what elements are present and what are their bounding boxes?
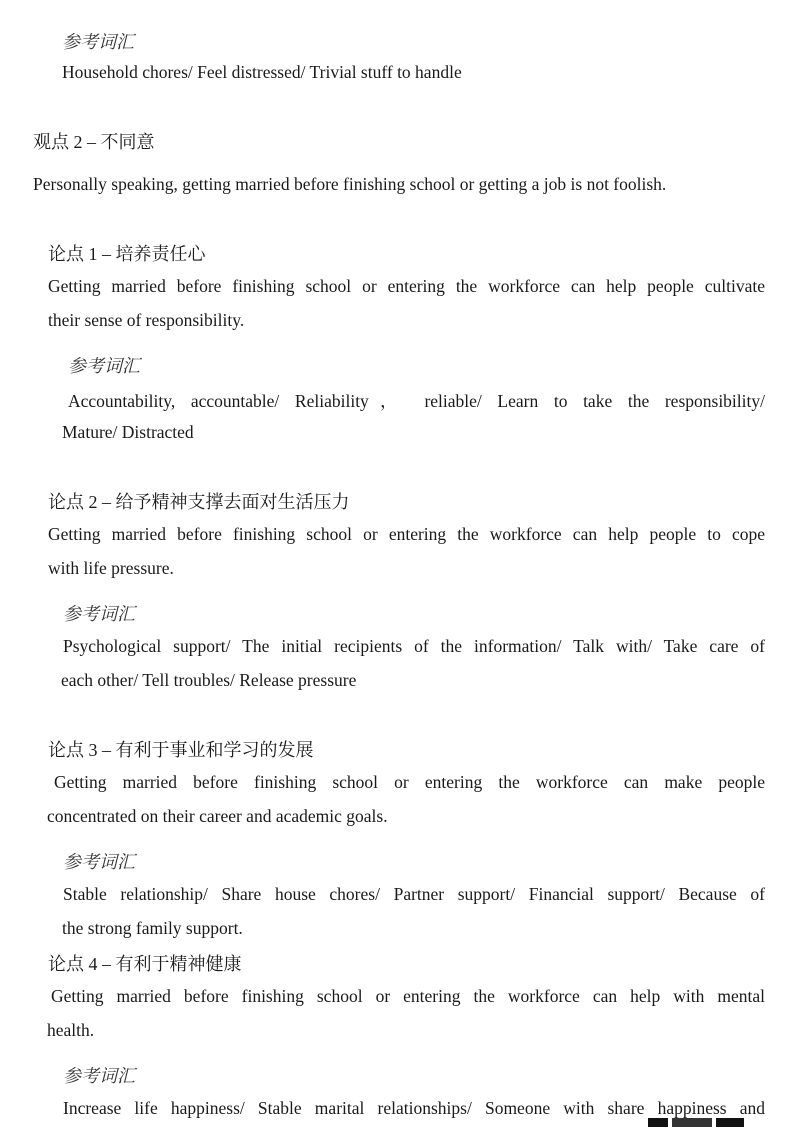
argument-text: Getting married before finishing school or entering the workforce can help people cultivate [48,276,765,296]
argument-heading: 论点 1 – 培养责任心 [48,244,206,264]
vocab-text: Stable relationship/ Share house chores/ Partner support/ Financial support/ Because of [63,884,765,904]
viewpoint-statement: Personally speaking, getting married before finishing school or getting a job is not foolish. [33,174,667,194]
viewpoint-heading: 观点 2 – 不同意 [33,132,155,152]
watermark-logo-fragment [716,1118,744,1127]
vocab-text: Mature/ Distracted [62,422,194,442]
vocab-text: Household chores/ Feel distressed/ Trivial stuff to handle [62,62,462,82]
watermark-logo-fragment [672,1118,712,1127]
argument-text: Getting married before finishing school or entering the workforce can make people [54,772,765,792]
vocab-text: the strong family support. [62,918,243,938]
argument-text: Getting married before finishing school or entering the workforce can help people to cope [48,524,765,544]
argument-text: concentrated on their career and academic goals. [47,806,388,826]
argument-text: with life pressure. [48,558,174,578]
argument-heading: 论点 4 – 有利于精神健康 [48,954,242,974]
argument-heading: 论点 3 – 有利于事业和学习的发展 [48,740,314,760]
argument-heading: 论点 2 – 给予精神支撑去面对生活压力 [48,492,350,512]
watermark-logo-fragment [648,1118,668,1127]
vocab-label: 参考词汇 [63,604,135,624]
vocab-text: Accountability, accountable/ Reliability， reliable/ Learn to take the responsibility/ [68,391,765,411]
vocab-label: 参考词汇 [63,852,135,872]
vocab-label: 参考词汇 [68,356,140,376]
vocab-text: Increase life happiness/ Stable marital relationships/ Someone with share happiness and [63,1098,765,1118]
argument-text: health. [47,1020,95,1040]
vocab-text: each other/ Tell troubles/ Release pressure [61,670,357,690]
vocab-label: 参考词汇 [62,32,134,52]
vocab-label: 参考词汇 [63,1066,135,1086]
cut-off-line [0,1118,805,1127]
argument-text: Getting married before finishing school or entering the workforce can help with mental [51,986,765,1006]
argument-text: their sense of responsibility. [48,310,245,330]
vocab-text: Psychological support/ The initial recipients of the information/ Talk with/ Take care of [63,636,765,656]
